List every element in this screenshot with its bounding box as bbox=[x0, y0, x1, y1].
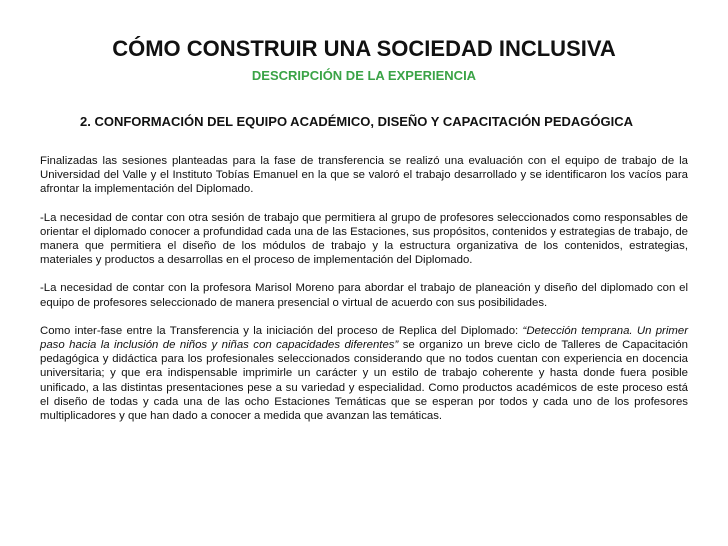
slide-title: CÓMO CONSTRUIR UNA SOCIEDAD INCLUSIVA bbox=[112, 36, 616, 61]
slide-subtitle: DESCRIPCIÓN DE LA EXPERIENCIA bbox=[251, 68, 477, 83]
paragraph-interphase-end: se organizo un breve ciclo de Talleres de Capacitación pedagógica y didáctica para los profesionales seleccionados considerando que no todos cuentan con experiencia en docencia universitaria; y que era indispensable imprimirle un carácter y un estilo de trabajo coherente y hasta donde fuera posible unificado, a las distintas presentaciones pese a su variedad y especialidad. Como productos académicos de este proceso está el diseño de todas y cada una de las ocho Estaciones Temáticas que se esperan por todos y cada uno de los profesores multiplicadores y que han dado a conocer a medida que avanzan las temáticas. bbox=[40, 339, 688, 423]
paragraph-need-session: -La necesidad de contar con otra sesión de trabajo que permitiera al grupo de profesores seleccionados como responsables de orientar el diplomado conocer a profundidad cada una de las Estaciones, sus propósitos, contenidos y estrategias de trabajo, de manera que permitiera el diseño de los módulos de trabajo y la estructura organizativa de los contenidos, estrategias, materiales y productos a desarrollas en el proceso de implementación del Diplomado. bbox=[40, 211, 688, 267]
section-heading: 2. CONFORMACIÓN DEL EQUIPO ACADÉMICO, DISEÑO Y CAPACITACIÓN PEDAGÓGICA bbox=[80, 114, 634, 129]
paragraph-intro: Finalizadas las sesiones planteadas para la fase de transferencia se realizó una evaluación con el equipo de trabajo de la Universidad del Valle y el Instituto Tobías Emanuel en la que se valoró el trabajo desarrollado y se identificaron los vacíos para afrontar la implementación del Diplomado. bbox=[40, 155, 688, 196]
paragraph-interphase bbox=[40, 324, 688, 423]
paragraph-need-professor: -La necesidad de contar con la profesora Marisol Moreno para abordar el trabajo de planeación y diseño del diplomado con el equipo de profesores seleccionado de manera presencial o virtual de acuerdo con sus posibilidades. bbox=[40, 282, 688, 309]
diplomado-title: “Detección temprana. Un primer paso hacia la inclusión de niños y niñas con capacidades diferentes” bbox=[40, 324, 689, 352]
body-text bbox=[40, 154, 688, 423]
paragraph-interphase-start: Como inter-fase entre la Transferencia y la iniciación del proceso de Replica del Diplomado: bbox=[40, 324, 523, 337]
